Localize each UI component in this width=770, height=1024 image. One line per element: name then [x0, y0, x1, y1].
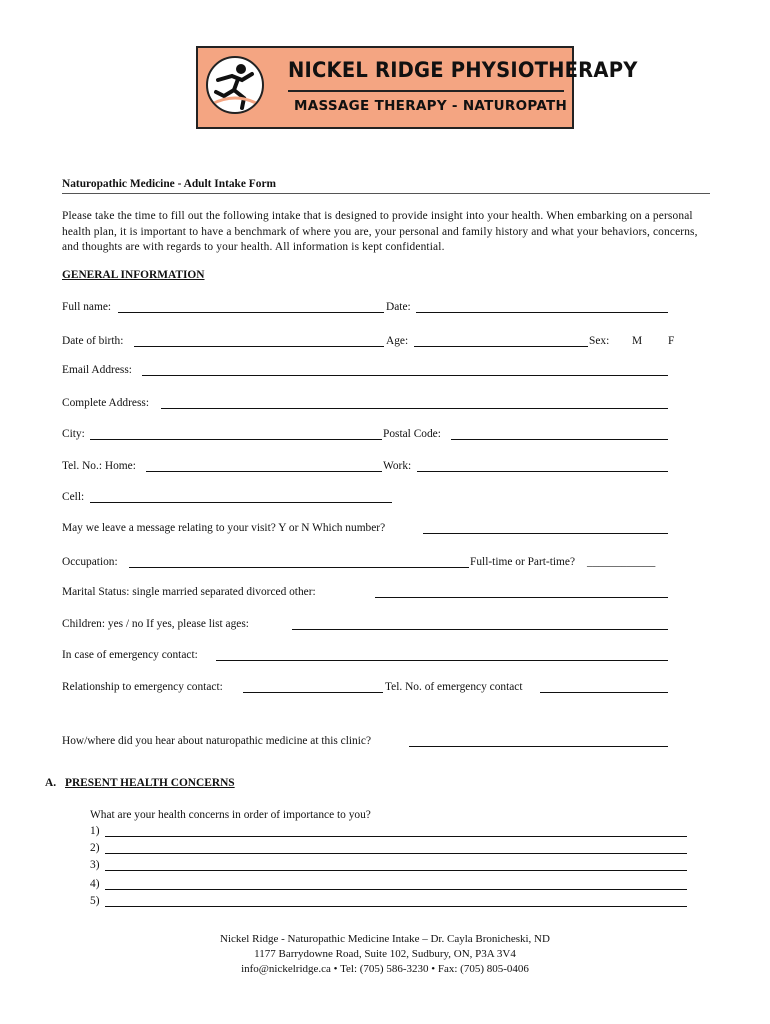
emergency-tel-field[interactable] [540, 692, 668, 693]
footer-address: 1177 Barrydowne Road, Suite 102, Sudbury, ON, P3A 3V4 [254, 948, 516, 960]
footer-contact: info@nickelridge.ca • Tel: (705) 586-3230 • Fax: (705) 805-0406 [241, 963, 529, 975]
age-field[interactable] [414, 346, 588, 347]
marital-status-label: Marital Status: single married separated divorced other: [62, 586, 316, 598]
referral-label: How/where did you hear about naturopathic medicine at this clinic? [62, 735, 372, 747]
emergency-contact-field[interactable] [216, 660, 668, 661]
email-label: Email Address: [62, 364, 132, 376]
emergency-tel-label: Tel. No. of emergency contact [385, 681, 523, 693]
concern-number: 2) [90, 842, 100, 854]
message-number-field[interactable] [423, 533, 668, 534]
postal-code-label: Postal Code: [383, 428, 441, 440]
date-field[interactable] [416, 312, 668, 313]
cell-label: Cell: [62, 491, 85, 503]
message-label: May we leave a message relating to your visit? Y or N Which number? [62, 522, 386, 534]
dob-label: Date of birth: [62, 335, 124, 347]
date-label: Date: [386, 301, 411, 313]
concern-field-4[interactable] [105, 889, 687, 890]
full-name-label: Full name: [62, 301, 112, 313]
email-field[interactable] [142, 375, 668, 376]
logo-subtitle: MASSAGE THERAPY - NATUROPATH [294, 98, 568, 114]
postal-code-field[interactable] [451, 439, 668, 440]
section-a-letter: A. [45, 777, 57, 789]
children-ages-field[interactable] [292, 629, 668, 630]
sex-label: Sex: [589, 335, 610, 347]
address-field[interactable] [161, 408, 668, 409]
concern-field-3[interactable] [105, 870, 687, 871]
concerns-question: What are your health concerns in order of importance to you? [90, 809, 371, 821]
emergency-contact-label: In case of emergency contact: [62, 649, 198, 661]
section-a-heading: PRESENT HEALTH CONCERNS [65, 777, 235, 789]
concern-field-2[interactable] [105, 853, 687, 854]
fulltime-field[interactable]: ____________ [587, 556, 656, 568]
tel-home-label: Tel. No.: Home: [62, 460, 136, 472]
title-rule [62, 193, 710, 194]
clinic-logo [196, 46, 638, 129]
concern-number: 5) [90, 895, 100, 907]
concern-field-1[interactable] [105, 836, 687, 837]
marital-other-field[interactable] [375, 597, 668, 598]
sex-option-m[interactable]: M [632, 335, 643, 347]
concern-number: 1) [90, 825, 100, 837]
relationship-field[interactable] [243, 692, 383, 693]
concern-number: 4) [90, 878, 100, 890]
logo-divider [288, 90, 564, 92]
intro-paragraph: Please take the time to fill out the following intake that is designed to provide insight into your health. When embarking on a personal health plan, it is important to have a benchmark of where you are, your personal and family history and what your behaviors, concerns, and thoughts are with regards to your health. All information is kept confidential. [62, 210, 698, 253]
tel-home-field[interactable] [146, 471, 382, 472]
work-phone-field[interactable] [417, 471, 668, 472]
footer-line-1: Nickel Ridge - Naturopathic Medicine Intake – Dr. Cayla Bronicheski, ND [220, 933, 550, 945]
address-label: Complete Address: [62, 397, 150, 409]
form-title: Naturopathic Medicine - Adult Intake Form [62, 178, 276, 190]
concern-number: 3) [90, 859, 100, 871]
concern-field-5[interactable] [105, 906, 687, 907]
dob-field[interactable] [134, 346, 384, 347]
age-label: Age: [386, 335, 409, 347]
children-label: Children: yes / no If yes, please list ages: [62, 618, 249, 630]
cell-field[interactable] [90, 502, 392, 503]
city-label: City: [62, 428, 85, 440]
occupation-field[interactable] [129, 567, 469, 568]
fulltime-label: Full-time or Part-time? [470, 556, 576, 568]
full-name-field[interactable] [118, 312, 384, 313]
relationship-label: Relationship to emergency contact: [62, 681, 223, 693]
city-field[interactable] [90, 439, 382, 440]
general-info-heading: GENERAL INFORMATION [62, 269, 205, 281]
occupation-label: Occupation: [62, 556, 118, 568]
logo-title: NICKEL RIDGE PHYSIOTHERAPY [288, 58, 638, 82]
referral-field[interactable] [409, 746, 668, 747]
sex-option-f[interactable]: F [668, 335, 675, 347]
work-label: Work: [383, 460, 412, 472]
runner-logo-icon [206, 56, 264, 114]
